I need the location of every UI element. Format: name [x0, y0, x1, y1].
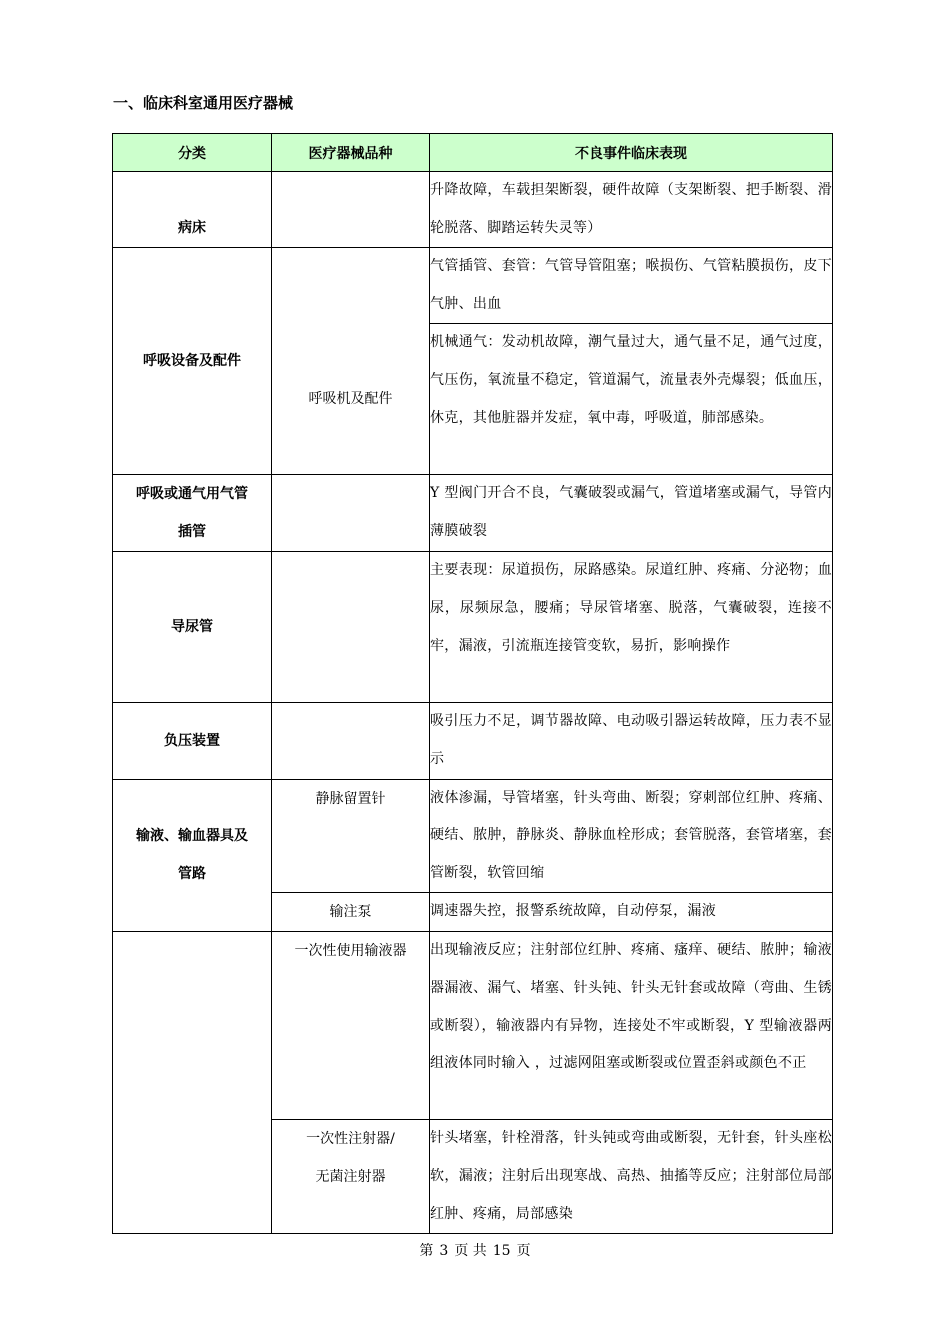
table-row	[113, 552, 833, 703]
device-cell: 输注泵	[272, 893, 430, 932]
footer-total-pages: 15	[492, 1243, 511, 1259]
device-cell: 静脉留置针	[272, 779, 430, 893]
section-title: 一、临床科室通用医疗器械	[113, 94, 294, 112]
empty-cell	[113, 1120, 272, 1234]
table-row	[113, 932, 833, 1120]
device-cell	[272, 552, 430, 703]
table-row	[113, 475, 833, 552]
category-cell: 导尿管	[113, 552, 272, 703]
description-cell: 调速器失控，报警系统故障，自动停泵，漏液	[430, 893, 833, 932]
device-cell	[272, 1120, 430, 1234]
category-cell	[113, 475, 272, 552]
category-cell: 负压装置	[113, 703, 272, 779]
category-line: 输液、输血器具及	[136, 828, 248, 845]
description-cell: 升降故障，车载担架断裂，硬件故障（支架断裂、把手断裂、滑轮脱落、脚踏运转失灵等）	[430, 172, 833, 248]
table-row	[113, 779, 833, 893]
description-cell: 吸引压力不足，调节器故障、电动吸引器运转故障，压力表不显示	[430, 703, 833, 779]
category-line: 管路	[178, 866, 206, 883]
table-row	[113, 1120, 833, 1234]
footer-middle: 页 共	[454, 1243, 487, 1259]
page-footer	[0, 1241, 950, 1261]
header-category: 分类	[113, 134, 272, 172]
footer-prefix: 第	[419, 1243, 434, 1259]
header-adverse: 不良事件临床表现	[430, 134, 833, 172]
description-cell: 出现输液反应；注射部位红肿、疼痛、瘙痒、硬结、脓肿；输液器漏液、漏气、堵塞、针头钝、针头无针套或故障（弯曲、生锈或断裂），输液器内有异物，连接处不牢或断裂，Y 型输液器两组液体同时输入 ，过滤网阻塞或断裂或位置歪斜或颜色不正	[430, 932, 833, 1120]
description-cell: 液体渗漏，导管堵塞，针头弯曲、断裂；穿刺部位红肿、疼痛、硬结、脓肿，静脉炎、静脉血栓形成；套管脱落，套管堵塞，套管断裂，软管回缩	[430, 779, 833, 893]
footer-page-number: 3	[439, 1243, 449, 1259]
adverse-events-table	[112, 133, 833, 1234]
device-cell	[272, 172, 430, 248]
description-cell: Y 型阀门开合不良，气囊破裂或漏气，管道堵塞或漏气，导管内薄膜破裂	[430, 475, 833, 552]
table-row	[113, 248, 833, 324]
description-cell: 针头堵塞，针栓滑落，针头钝或弯曲或断裂，无针套，针头座松软，漏液；注射后出现寒战、高热、抽搐等反应；注射部位局部红肿、疼痛，局部感染	[430, 1120, 833, 1234]
device-cell: 一次性使用输液器	[272, 932, 430, 1120]
device-line: 一次性注射器/	[306, 1131, 395, 1148]
category-cell	[113, 779, 272, 932]
category-cell: 病床	[113, 172, 272, 248]
description-cell: 主要表现：尿道损伤，尿路感染。尿道红肿、疼痛、分泌物；血尿，尿频尿急，腰痛；导尿管堵塞、脱落，气囊破裂，连接不牢，漏液，引流瓶连接管变软，易折，影响操作	[430, 552, 833, 703]
description-cell: 机械通气：发动机故障，潮气量过大，通气量不足，通气过度，气压伤，氧流量不稳定，管道漏气，流量表外壳爆裂；低血压，休克，其他脏器并发症，氧中毒，呼吸道，肺部感染。	[430, 324, 833, 475]
device-line: 无菌注射器	[315, 1169, 386, 1186]
header-device: 医疗器械品种	[272, 134, 430, 172]
category-line: 呼吸或通气用气管	[136, 486, 248, 503]
footer-suffix: 页	[516, 1243, 531, 1259]
description-cell: 气管插管、套管：气管导管阻塞；喉损伤、气管粘膜损伤，皮下气肿、出血	[430, 248, 833, 324]
device-cell	[272, 475, 430, 552]
category-line: 插管	[178, 524, 206, 541]
empty-cell	[113, 932, 272, 1120]
table-header-row	[113, 134, 833, 172]
device-cell	[272, 703, 430, 779]
category-cell: 呼吸设备及配件	[113, 248, 272, 475]
table-row	[113, 172, 833, 248]
device-cell: 呼吸机及配件	[272, 248, 430, 475]
table-row	[113, 703, 833, 779]
